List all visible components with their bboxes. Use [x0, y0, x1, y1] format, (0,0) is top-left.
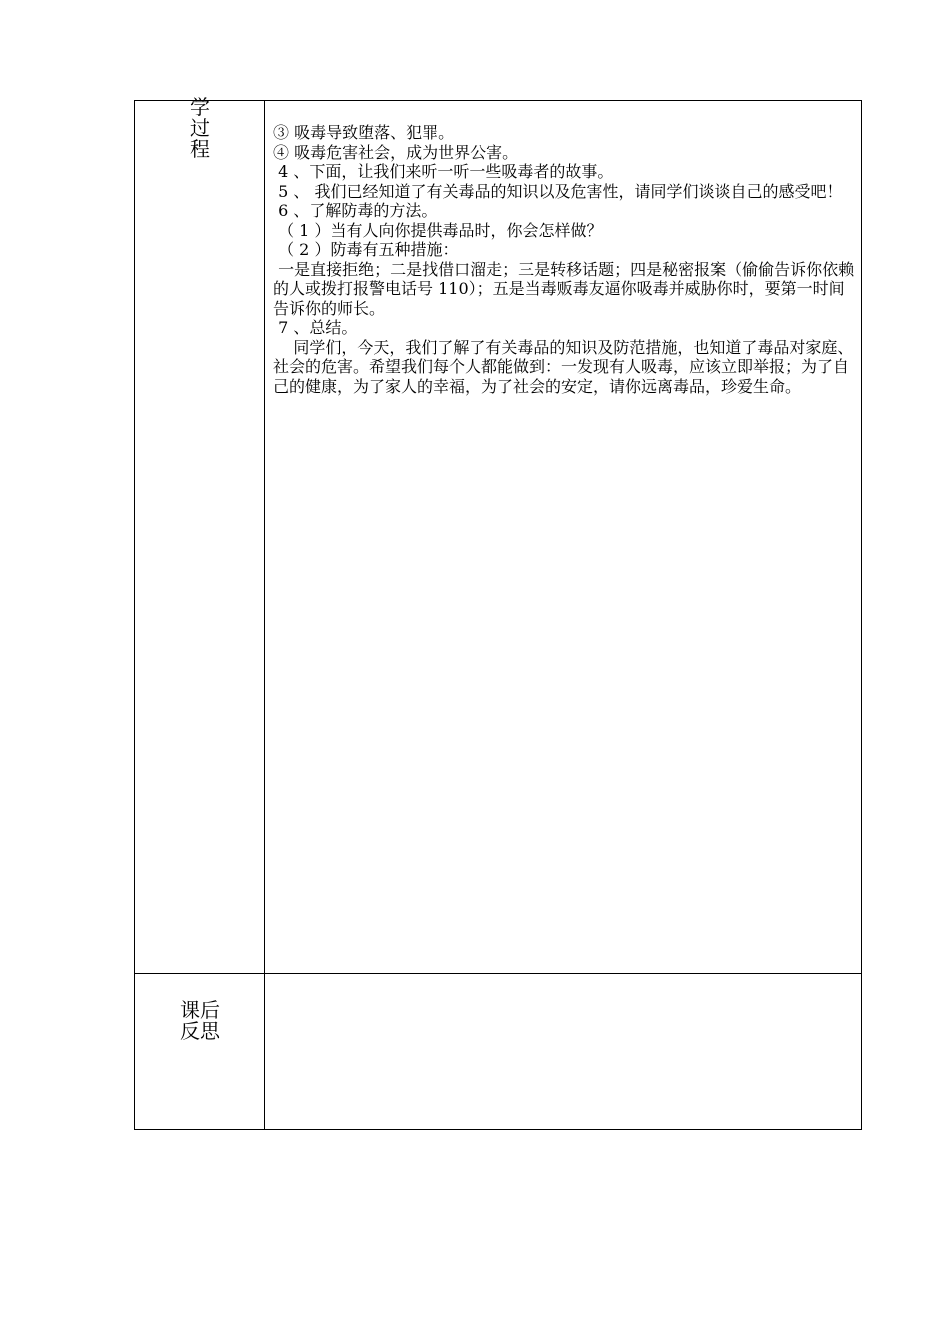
process-line: 4 、下面，让我们来听一听一些吸毒者的故事。 — [273, 162, 614, 181]
teaching-process-row — [135, 95, 861, 974]
process-line: 同学们，今天，我们了解了有关毒品的知识及防范措施，也知道了毒品对家庭、社会的危害。希望我们每个人都能做到：一发现有人吸毒，应该立即举报；为了自己的健康，为了家人的幸福，为了社会的安定，请你远离毒品，珍爱生命。 — [273, 337, 854, 396]
process-label-char: 学 — [190, 95, 210, 119]
process-line: （ 2 ）防毒有五种措施： — [273, 240, 459, 259]
reflection-row — [135, 974, 861, 1130]
process-line: 7 、总结。 — [273, 318, 358, 337]
process-line: （ 1 ）当有人向你提供毒品时，你会怎样做？ — [273, 220, 603, 240]
reflection-content-cell — [265, 974, 861, 1130]
process-label — [135, 97, 265, 160]
process-line: 一是直接拒绝；二是找借口溜走；三是转移话题；四是秘密报案（偷偷告诉你依赖的人或拨打报警电话号 110）；五是当毒贩毒友逼你吸毒并威胁你时，要第一时间告诉你的师长。 — [273, 259, 855, 318]
process-label-cell — [135, 95, 265, 973]
process-line: ④ 吸毒危害社会，成为世界公害。 — [273, 142, 519, 162]
reflection-label-cell — [135, 974, 265, 1130]
process-content — [273, 123, 855, 396]
reflection-label — [135, 1000, 265, 1042]
process-line: ③ 吸毒导致堕落、犯罪。 — [273, 123, 455, 142]
reflection-label-part: 课后 — [180, 998, 220, 1022]
process-line: 5 、 我们已经知道了有关毒品的知识以及危害性，请同学们谈谈自己的感受吧！ — [273, 181, 843, 201]
process-content-cell — [265, 101, 861, 973]
process-label-char: 过 — [190, 116, 210, 140]
process-label-char: 程 — [190, 137, 210, 161]
lesson-table — [134, 95, 862, 1130]
process-line: 6 、了解防毒的方法。 — [273, 201, 438, 220]
reflection-label-part: 反思 — [180, 1019, 220, 1043]
